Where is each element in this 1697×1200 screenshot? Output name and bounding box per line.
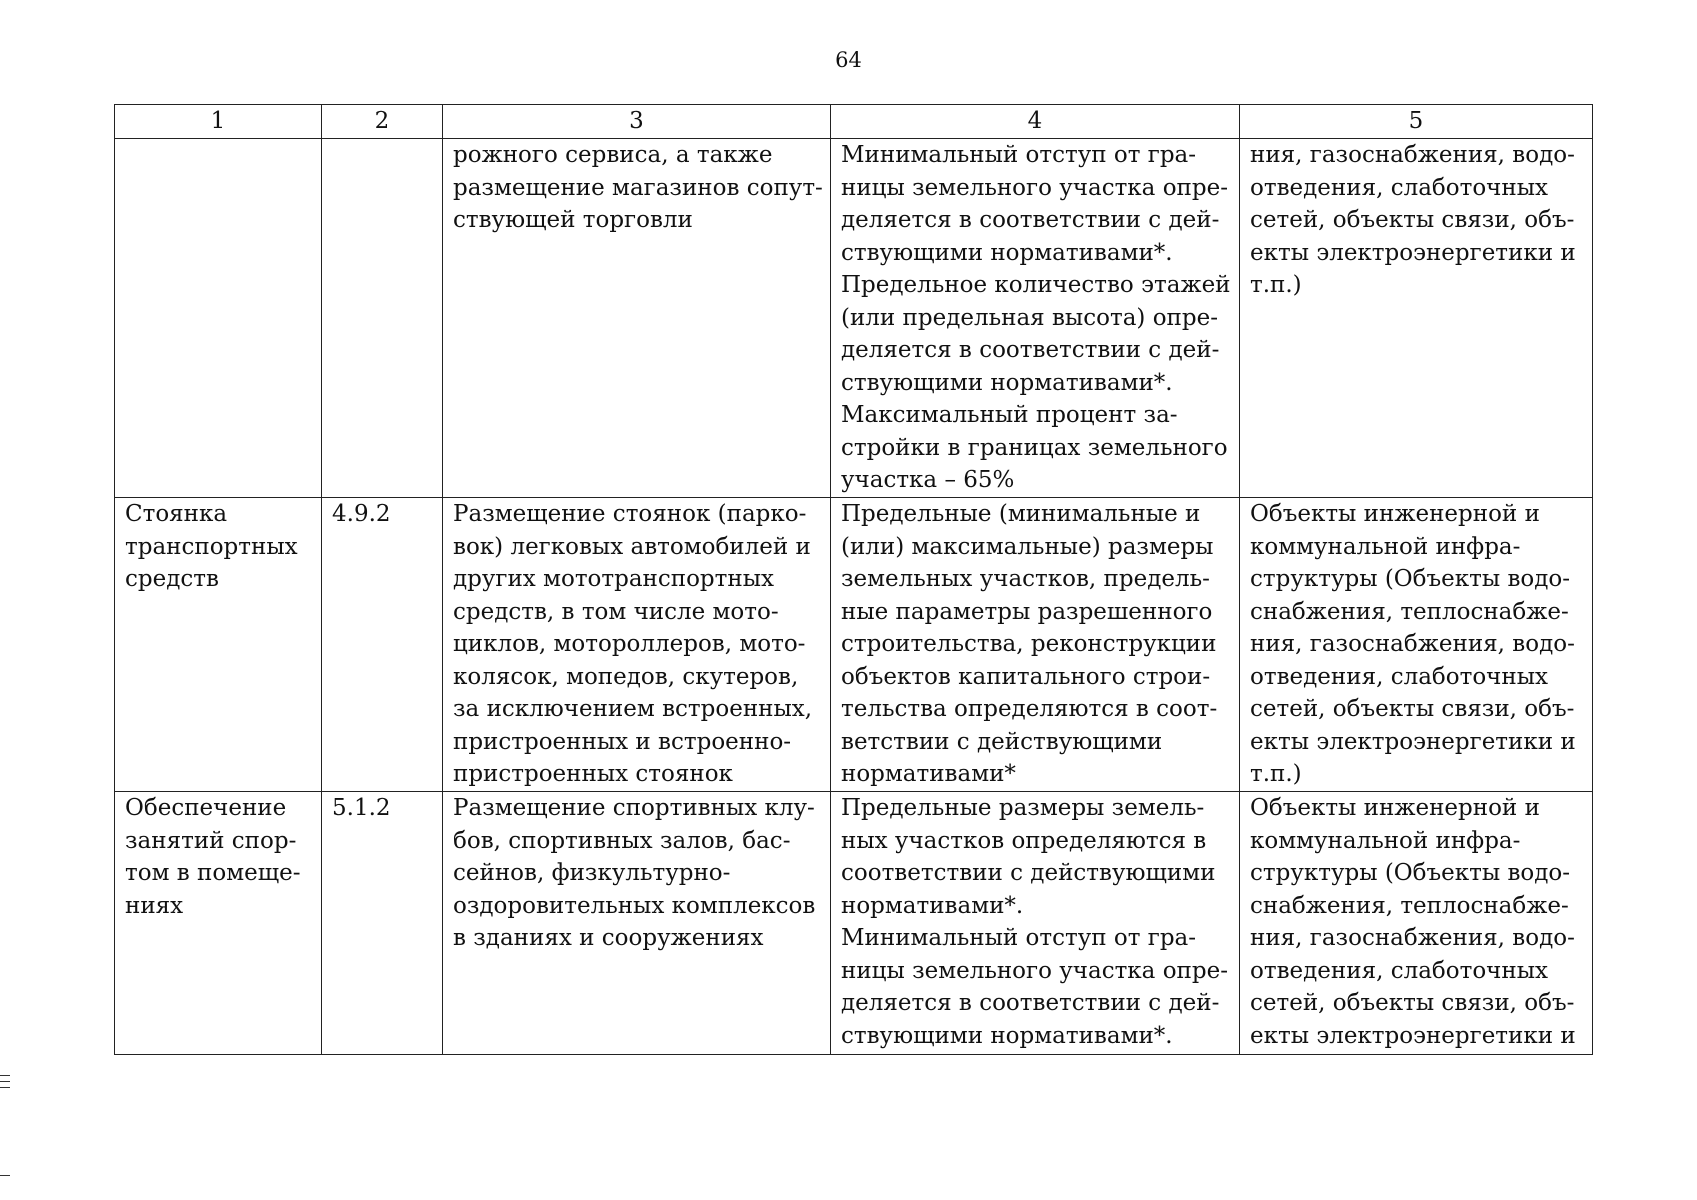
table-row — [115, 792, 1593, 1055]
cell-line: отведения, слаботочных — [1250, 663, 1548, 690]
cell-line: строительства, реконструкции — [841, 631, 1217, 657]
cell-line: бов, спортивных залов, бас- — [453, 827, 791, 854]
cell-line: ных участков определяются в — [841, 827, 1207, 854]
cell-line: средств, в том числе мото- — [453, 598, 779, 625]
cell-line: сетей, объекты связи, объ- — [1250, 696, 1575, 722]
cell-line: размещение магазинов сопут- — [453, 174, 823, 201]
cell-line: за исключением встроенных, — [453, 696, 813, 722]
cell-line: земельных участков, предель- — [841, 566, 1210, 592]
cell-use-name — [115, 139, 322, 498]
cell-line: стройки в границах земельного — [841, 434, 1228, 461]
margin-dash — [0, 1175, 10, 1176]
cell-line: других мототранспортных — [453, 566, 774, 592]
column-header-2: 2 — [322, 105, 443, 139]
cell-line: екты электроэнергетики и — [1250, 1022, 1576, 1049]
cell-line: Максимальный процент за- — [841, 402, 1178, 428]
cell-line: снабжения, теплоснабже- — [1250, 598, 1569, 625]
cell-line: деляется в соответствии с дей- — [841, 990, 1220, 1016]
cell-line: Размещение стоянок (парко- — [453, 501, 807, 527]
cell-line: Объекты инженерной и — [1250, 795, 1540, 821]
cell-line: ния, газоснабжения, водо- — [1250, 925, 1575, 951]
table-row — [115, 498, 1593, 792]
cell-line: т.п.) — [1250, 761, 1302, 787]
cell-line: пристроенных стоянок — [453, 761, 733, 787]
cell-line: деляется в соответствии с дей- — [841, 337, 1220, 363]
cell-line: структуры (Объекты водо- — [1250, 566, 1571, 592]
cell-parameters — [831, 792, 1240, 1055]
cell-line: рожного сервиса, а также — [453, 142, 773, 168]
cell-line: т.п.) — [1250, 272, 1302, 298]
cell-line: Предельные размеры земель- — [841, 795, 1205, 821]
cell-line: ветствии с действующими — [841, 728, 1163, 755]
cell-line: ния, газоснабжения, водо- — [1250, 142, 1575, 168]
cell-objects — [1240, 139, 1593, 498]
cell-line: ствующими нормативами*. — [841, 239, 1173, 266]
cell-line: ствующей торговли — [453, 207, 693, 233]
cell-line: ницы земельного участка опре- — [841, 957, 1228, 984]
cell-line: структуры (Объекты водо- — [1250, 860, 1571, 886]
cell-parameters — [831, 498, 1240, 792]
cell-line: ниях — [125, 892, 184, 919]
column-header-3: 3 — [443, 105, 831, 139]
cell-line: ствующими нормативами*. — [841, 1022, 1173, 1049]
cell-line: Объекты инженерной и — [1250, 501, 1540, 527]
cell-line: Обеспечение — [125, 795, 287, 821]
cell-line: оздоровительных комплексов — [453, 892, 816, 919]
cell-line: Размещение спортивных клу- — [453, 795, 815, 821]
cell-line: Предельные (минимальные и — [841, 501, 1201, 527]
column-header-4: 4 — [831, 105, 1240, 139]
cell-line: сетей, объекты связи, объ- — [1250, 207, 1575, 233]
cell-line: том в помеще- — [125, 860, 301, 886]
cell-line: сетей, объекты связи, объ- — [1250, 990, 1575, 1016]
cell-description — [443, 139, 831, 498]
cell-line: сейнов, физкультурно- — [453, 860, 731, 886]
page-number: 64 — [835, 48, 862, 72]
table-row — [115, 139, 1593, 498]
cell-line: Минимальный отступ от гра- — [841, 925, 1197, 951]
cell-line: участка – 65% — [841, 467, 1015, 493]
cell-line: коммунальной инфра- — [1250, 827, 1521, 854]
column-header-5: 5 — [1240, 105, 1593, 139]
cell-line: колясок, мопедов, скутеров, — [453, 663, 799, 690]
cell-line: коммунальной инфра- — [1250, 533, 1521, 560]
cell-line: соответствии с действующими — [841, 860, 1216, 886]
cell-code: 5.1.2 — [322, 792, 443, 1055]
cell-line: циклов, мотороллеров, мото- — [453, 631, 806, 657]
cell-line: екты электроэнергетики и — [1250, 728, 1576, 755]
cell-line: тельства определяются в соот- — [841, 696, 1218, 722]
cell-line: Минимальный отступ от гра- — [841, 142, 1197, 168]
cell-line: Предельное количество этажей — [841, 272, 1231, 298]
cell-line: деляется в соответствии с дей- — [841, 207, 1220, 233]
margin-marks — [0, 1075, 12, 1093]
cell-line: ния, газоснабжения, водо- — [1250, 631, 1575, 657]
cell-line: (или) максимальные) размеры — [841, 533, 1214, 560]
cell-line: екты электроэнергетики и — [1250, 239, 1576, 266]
cell-code — [322, 139, 443, 498]
cell-parameters — [831, 139, 1240, 498]
cell-objects — [1240, 498, 1593, 792]
cell-line: занятий спор- — [125, 827, 297, 854]
cell-line: отведения, слаботочных — [1250, 957, 1548, 984]
column-header-1: 1 — [115, 105, 322, 139]
cell-objects — [1240, 792, 1593, 1055]
cell-line: отведения, слаботочных — [1250, 174, 1548, 201]
cell-line: пристроенных и встроенно- — [453, 728, 792, 755]
cell-line: ницы земельного участка опре- — [841, 174, 1228, 201]
cell-line: вок) легковых автомобилей и — [453, 533, 811, 560]
table-header-row — [115, 105, 1593, 139]
cell-code: 4.9.2 — [322, 498, 443, 792]
cell-use-name — [115, 498, 322, 792]
cell-use-name — [115, 792, 322, 1055]
zoning-table — [114, 104, 1593, 1055]
cell-line: ствующими нормативами*. — [841, 369, 1173, 396]
cell-line: средств — [125, 566, 219, 592]
cell-line: объектов капитального строи- — [841, 663, 1211, 690]
cell-line: Стоянка — [125, 501, 228, 527]
cell-description — [443, 792, 831, 1055]
cell-line: снабжения, теплоснабже- — [1250, 892, 1569, 919]
cell-line: нормативами* — [841, 761, 1016, 787]
cell-line: в зданиях и сооружениях — [453, 925, 764, 951]
cell-line: (или предельная высота) опре- — [841, 304, 1218, 331]
cell-line: ные параметры разрешенного — [841, 598, 1213, 625]
cell-line: нормативами*. — [841, 892, 1024, 919]
cell-description — [443, 498, 831, 792]
cell-line: транспортных — [125, 533, 298, 560]
